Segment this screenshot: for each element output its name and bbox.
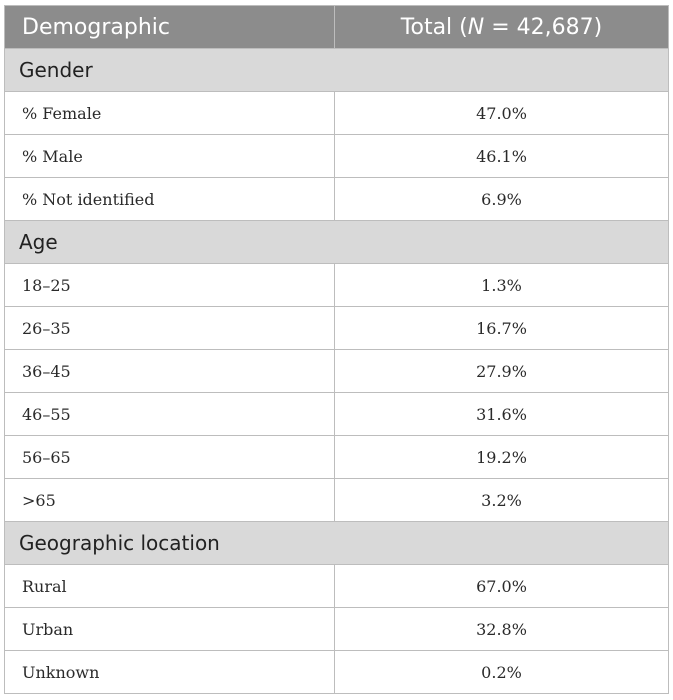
row-value: 46.1% bbox=[335, 135, 669, 178]
header-total-prefix: Total ( bbox=[400, 14, 468, 40]
row-label: 46–55 bbox=[5, 393, 335, 436]
table-row bbox=[5, 393, 669, 436]
table-row bbox=[5, 436, 669, 479]
row-label: % Male bbox=[5, 135, 335, 178]
row-value: 19.2% bbox=[335, 436, 669, 479]
row-value: 6.9% bbox=[335, 178, 669, 221]
row-label: Rural bbox=[5, 565, 335, 608]
section-row-age bbox=[5, 221, 669, 264]
row-value: 27.9% bbox=[335, 350, 669, 393]
section-title: Geographic location bbox=[5, 522, 669, 565]
row-label: >65 bbox=[5, 479, 335, 522]
section-row-geographic-location bbox=[5, 522, 669, 565]
row-label: % Not identified bbox=[5, 178, 335, 221]
table-row bbox=[5, 479, 669, 522]
header-demographic: Demographic bbox=[5, 6, 335, 49]
section-title: Age bbox=[5, 221, 669, 264]
header-total-suffix: = 42,687) bbox=[484, 14, 603, 40]
row-value: 67.0% bbox=[335, 565, 669, 608]
row-value: 0.2% bbox=[335, 651, 669, 694]
table-row bbox=[5, 608, 669, 651]
row-label: 36–45 bbox=[5, 350, 335, 393]
row-value: 1.3% bbox=[335, 264, 669, 307]
row-label: % Female bbox=[5, 92, 335, 135]
section-row-gender bbox=[5, 49, 669, 92]
row-label: 18–25 bbox=[5, 264, 335, 307]
row-label: 26–35 bbox=[5, 307, 335, 350]
row-value: 16.7% bbox=[335, 307, 669, 350]
row-label: Urban bbox=[5, 608, 335, 651]
row-value: 47.0% bbox=[335, 92, 669, 135]
table-row bbox=[5, 178, 669, 221]
row-value: 31.6% bbox=[335, 393, 669, 436]
row-value: 3.2% bbox=[335, 479, 669, 522]
row-value: 32.8% bbox=[335, 608, 669, 651]
table-row bbox=[5, 565, 669, 608]
demographics-table bbox=[4, 5, 669, 694]
header-total bbox=[335, 6, 669, 49]
header-total-n: N bbox=[467, 14, 485, 40]
section-title: Gender bbox=[5, 49, 669, 92]
row-label: Unknown bbox=[5, 651, 335, 694]
table-header-row bbox=[5, 6, 669, 49]
row-label: 56–65 bbox=[5, 436, 335, 479]
table-row bbox=[5, 307, 669, 350]
table-row bbox=[5, 135, 669, 178]
table-row bbox=[5, 92, 669, 135]
table-row bbox=[5, 350, 669, 393]
table-row bbox=[5, 651, 669, 694]
table-row bbox=[5, 264, 669, 307]
